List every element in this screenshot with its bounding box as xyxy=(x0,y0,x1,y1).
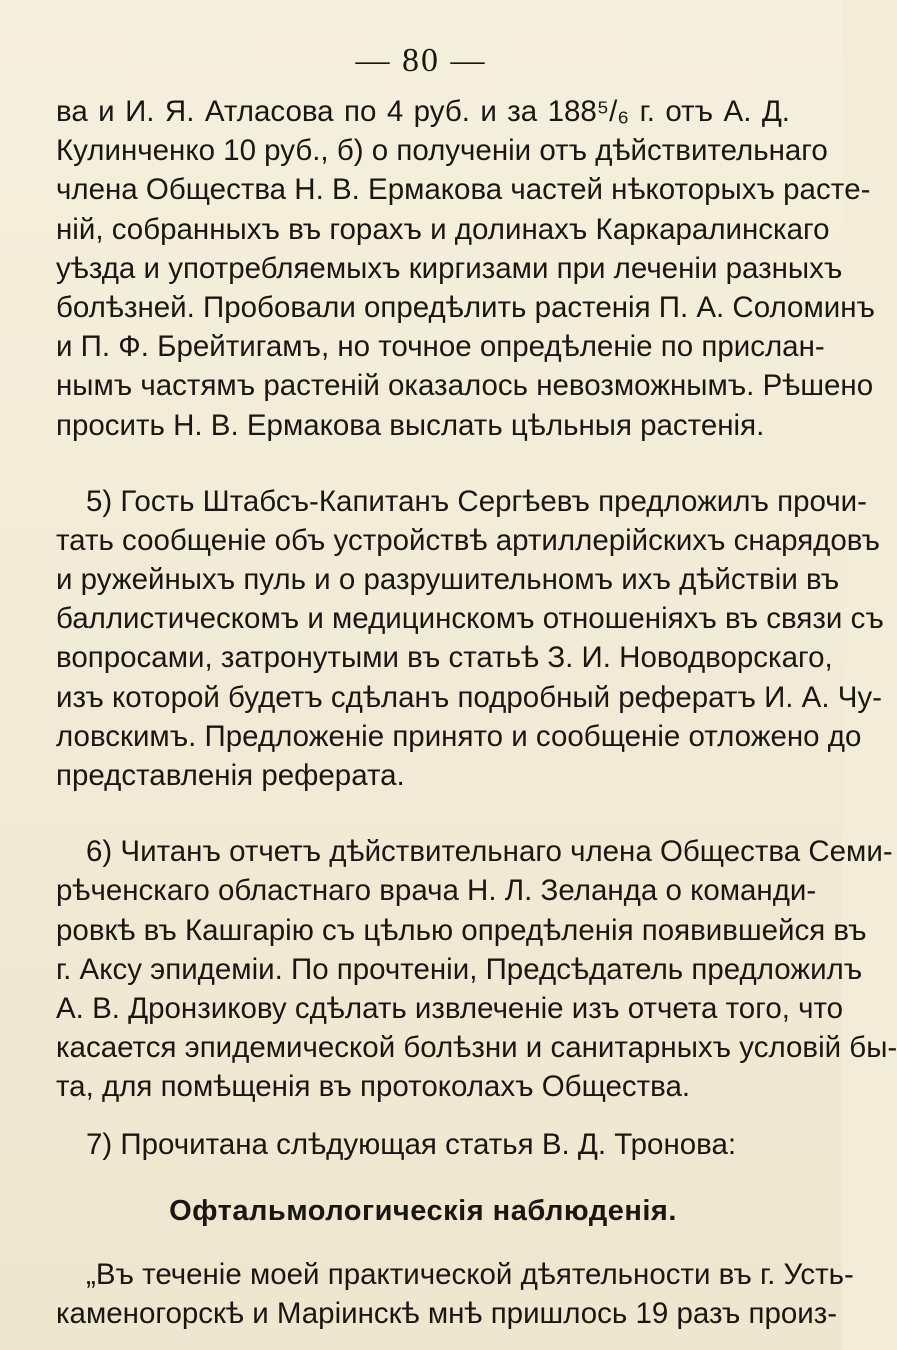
text-line: 7) Прочитана слѣдующая статья В. Д. Тронова: xyxy=(86,1127,737,1161)
text-line: тать сообщеніе объ устройствѣ артиллерійскихъ снарядовъ xyxy=(56,523,880,557)
text-line: Кулинченко 10 руб., б) о полученіи отъ дѣйствительнаго xyxy=(56,134,828,168)
text-line: 6) Читанъ отчетъ дѣйствительнаго члена Общества Семи- xyxy=(86,835,893,869)
body-text xyxy=(56,92,897,1333)
text-line: касается эпидемической болѣзни и санитарныхъ условій бы- xyxy=(56,1031,897,1065)
page-number: — 80 — xyxy=(355,42,487,79)
text-line: уѣзда и употребляемыхъ киргизами при леченіи разныхъ xyxy=(56,251,843,285)
text-line: вопросами, затронутыми въ статьѣ З. И. Новодворскаго, xyxy=(56,641,833,675)
text-line: каменогорскѣ и Маріинскѣ мнѣ пришлось 19 разъ произ- xyxy=(56,1297,838,1331)
text-line: ва и И. Я. Атласова по 4 руб. и за 188⁵/₆ г. отъ А. Д. xyxy=(56,95,790,128)
text-line: баллистическомъ и медицинскомъ отношеніяхъ въ связи съ xyxy=(56,602,884,636)
text-line: и П. Ф. Брейтигамъ, но точное опредѣленіе по прислан- xyxy=(56,330,825,364)
text-line: „Въ теченіе моей практической дѣятельности въ г. Усть- xyxy=(86,1257,854,1291)
text-line: ній, собранныхъ въ горахъ и долинахъ Каркаралинскаго xyxy=(56,212,830,246)
text-line: изъ которой будетъ сдѣланъ подробный рефератъ И. А. Чу- xyxy=(56,680,882,714)
text-line: представленія реферата. xyxy=(56,759,405,792)
text-line: А. В. Дронзикову сдѣлать извлеченіе изъ отчета того, что xyxy=(56,991,844,1025)
text-line: просить Н. В. Ермакова выслать цѣльныя растенія. xyxy=(56,408,765,442)
text-line: нымъ частямъ растеній оказалось невозможнымъ. Рѣшено xyxy=(56,369,874,403)
paragraph-item-6 xyxy=(56,832,897,1106)
text-line: члена Общества Н. В. Ермакова частей нѣкоторыхъ растe- xyxy=(56,173,871,207)
text-line: 5) Гость Штабсъ-Капитанъ Сергѣевъ предложилъ прочи- xyxy=(86,484,867,518)
paragraph-article-start xyxy=(56,1255,854,1333)
text-line: рѣченскаго областнаго врача Н. Л. Зеланда о команди- xyxy=(56,874,817,908)
text-line: и ружейныхъ пуль и о разрушительномъ ихъ дѣйствіи въ xyxy=(56,563,840,597)
text-line: ловскимъ. Предложеніе принято и сообщеніе отложено до xyxy=(56,719,862,753)
paragraph-continued xyxy=(56,92,875,445)
paragraph-item-5 xyxy=(56,482,884,796)
paragraph-item-7 xyxy=(56,1125,790,1164)
text-line: та, для помѣщенія въ протоколахъ Общества. xyxy=(56,1070,691,1104)
section-heading: Офтальмологическія наблюденія. xyxy=(169,1194,677,1227)
text-line: г. Аксу эпидеміи. По прочтеніи, Предсѣдатель предложилъ xyxy=(56,952,863,986)
text-line: болѣзней. Пробовали опредѣлить растенія П. А. Соломинъ xyxy=(56,290,875,324)
text-line: ровкѣ въ Кашгарію съ цѣлью опредѣленія появившейся въ xyxy=(56,913,867,947)
